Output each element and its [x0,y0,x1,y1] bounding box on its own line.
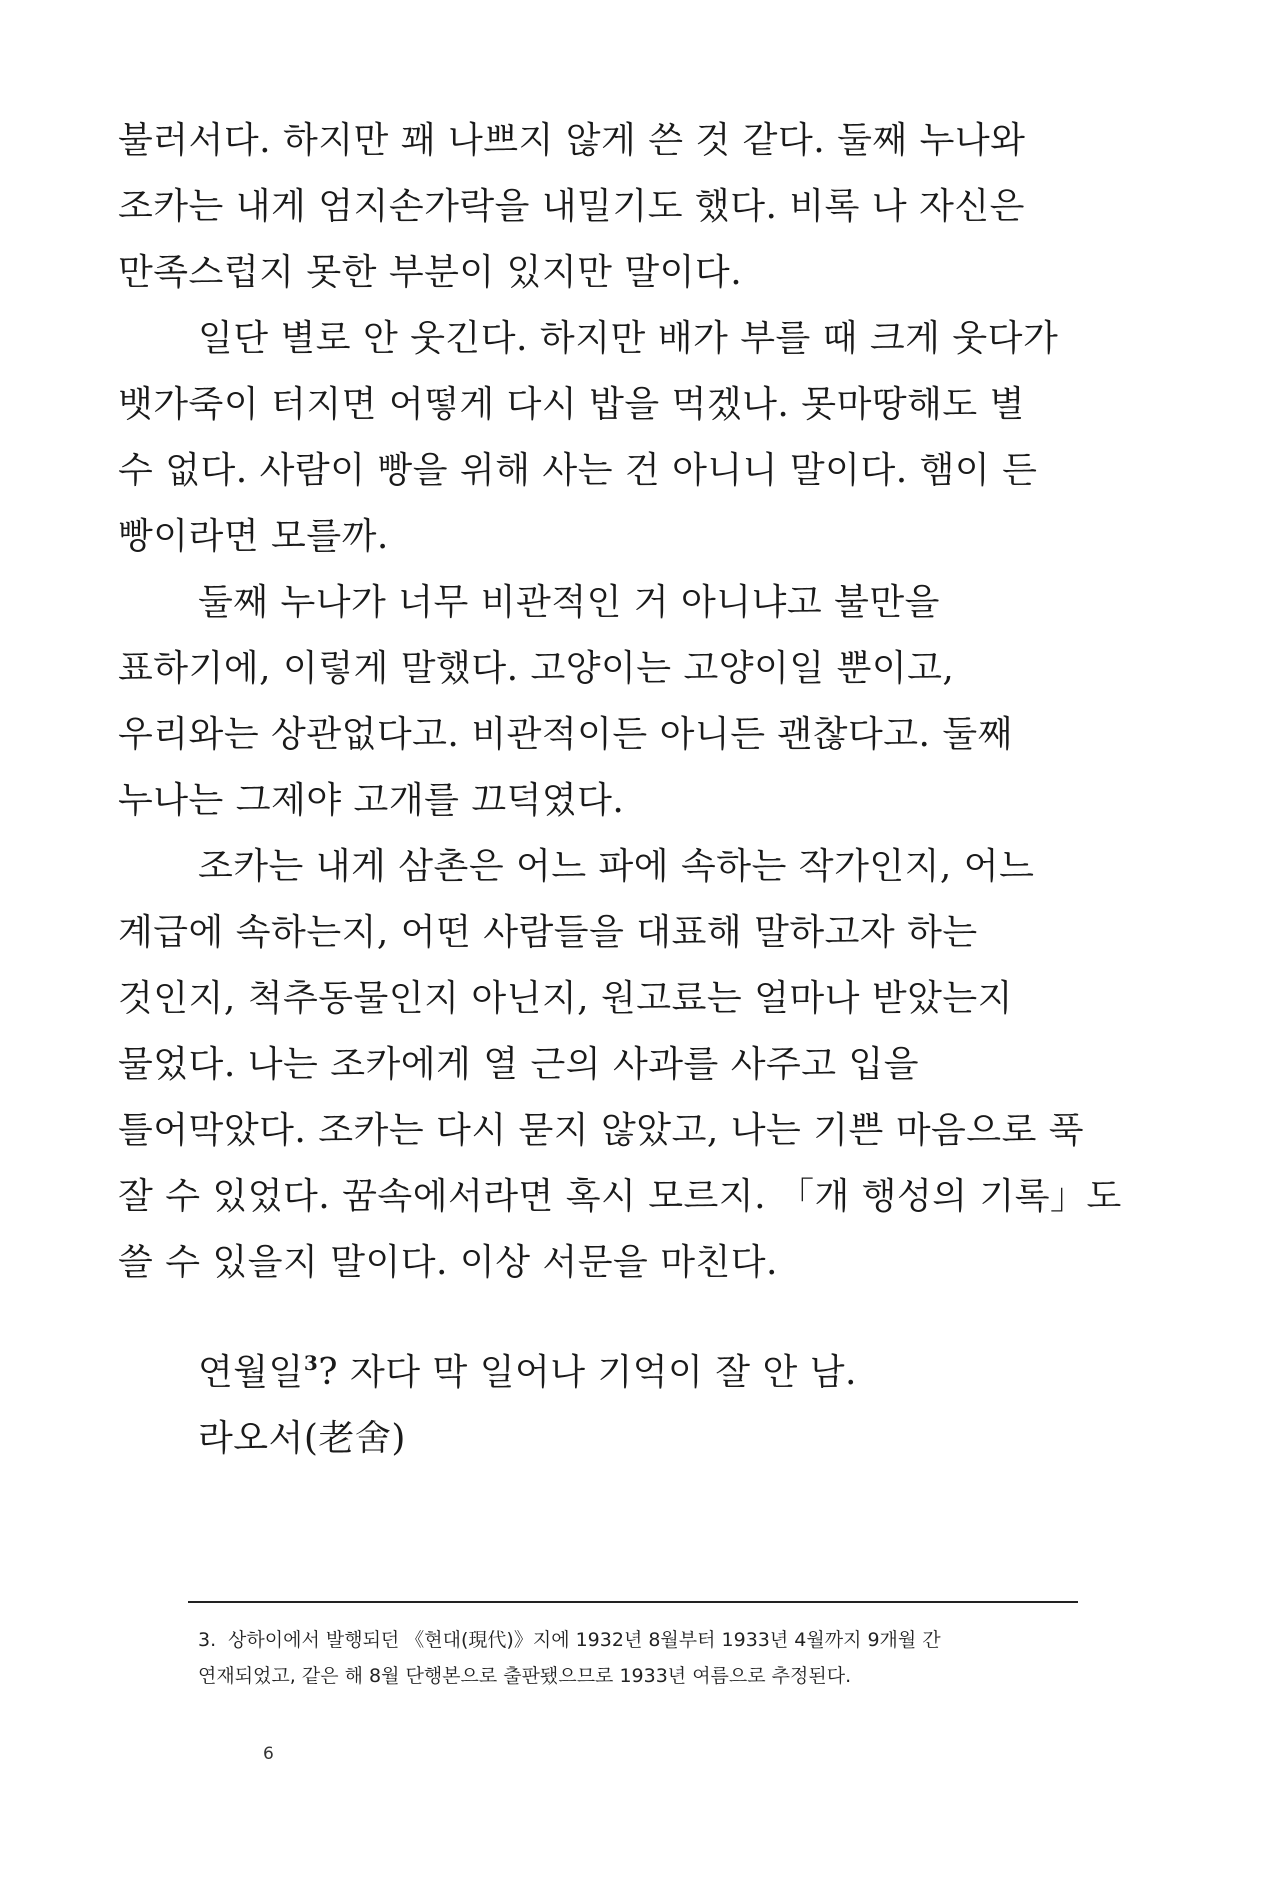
text-line: 일단 별로 안 웃긴다. 하지만 배가 부를 때 크게 웃다가 [198,318,1059,359]
page-number: 6 [263,1744,274,1764]
signoff-date: 연월일 [198,1352,304,1393]
text-line: 것인지, 척추동물인지 아닌지, 원고료는 얼마나 받았는지 [118,978,1013,1019]
body-text [118,108,1122,1296]
text-line: 잘 수 있었다. 꿈속에서라면 혹시 모르지. 「개 행성의 기록」도 [118,1176,1122,1217]
footnote-text: 상하이에서 발행되던 《현대(現代)》지에 1932년 8월부터 1933년 4월까지 9개월 간 [228,1629,941,1651]
footnote-line: 연재되었고, 같은 해 8월 단행본으로 출판됐으므로 1933년 여름으로 추정된다. [198,1665,852,1687]
signoff-author: 라오서(老舍) [198,1418,406,1459]
signoff-date-note: ? 자다 막 일어나 기억이 잘 안 남. [318,1352,857,1393]
text-line: 계급에 속하는지, 어떤 사람들을 대표해 말하고자 하는 [118,912,978,953]
text-line: 둘째 누나가 너무 비관적인 거 아니냐고 불만을 [198,582,940,623]
text-line: 수 없다. 사람이 빵을 위해 사는 건 아니니 말이다. 햄이 든 [118,450,1038,491]
signoff [198,1340,1098,1472]
text-line: 만족스럽지 못한 부분이 있지만 말이다. [118,252,743,293]
text-line: 조카는 내게 엄지손가락을 내밀기도 했다. 비록 나 자신은 [118,186,1025,227]
text-line: 빵이라면 모를까. [118,516,389,557]
footnote-reference: 3 [303,1351,319,1375]
text-line: 쓸 수 있을지 말이다. 이상 서문을 마친다. [118,1242,778,1283]
text-line: 틀어막았다. 조카는 다시 묻지 않았고, 나는 기쁜 마음으로 푹 [118,1110,1085,1151]
footnote-number: 3. [198,1629,217,1651]
footnote-divider [188,1601,1078,1603]
text-line: 조카는 내게 삼촌은 어느 파에 속하는 작가인지, 어느 [198,846,1035,887]
footnote [198,1622,1078,1694]
signoff-date-line [198,1340,1098,1406]
text-line: 불러서다. 하지만 꽤 나쁘지 않게 쓴 것 같다. 둘째 누나와 [118,120,1026,161]
footnote-line [198,1622,1078,1658]
text-line: 우리와는 상관없다고. 비관적이든 아니든 괜찮다고. 둘째 [118,714,1013,755]
text-line: 물었다. 나는 조카에게 열 근의 사과를 사주고 입을 [118,1044,920,1085]
text-line: 뱃가죽이 터지면 어떻게 다시 밥을 먹겠나. 못마땅해도 별 [118,384,1025,425]
text-line: 누나는 그제야 고개를 끄덕였다. [118,780,625,821]
text-line: 표하기에, 이렇게 말했다. 고양이는 고양이일 뿐이고, [118,648,955,689]
